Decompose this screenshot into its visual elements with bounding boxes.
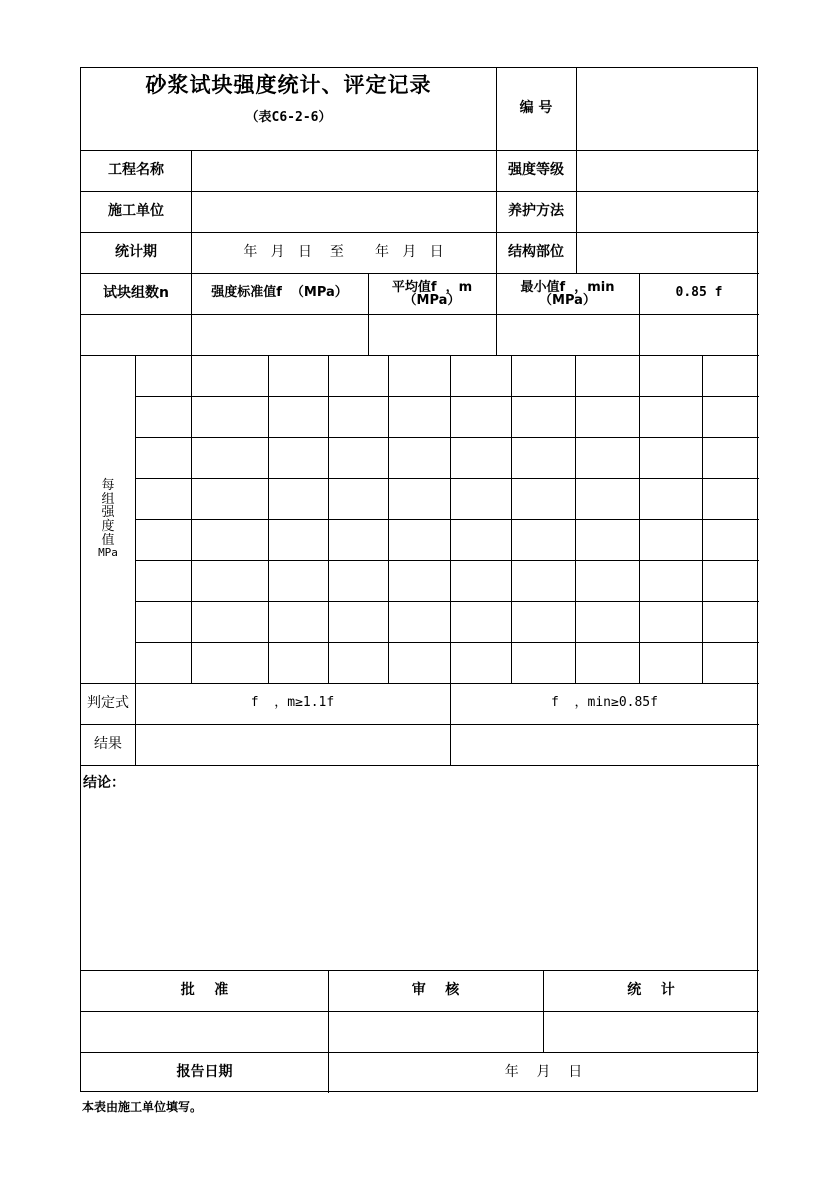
result-label: 结果	[94, 735, 122, 752]
review-signature-field[interactable]	[328, 1011, 543, 1052]
groups-label: 试块组数n	[103, 284, 169, 301]
avg-value-label	[368, 273, 496, 314]
record-form	[80, 67, 758, 1092]
report-date-label: 报告日期	[176, 1063, 233, 1080]
judgement-label: 判定式	[87, 694, 129, 711]
std-value-label: 强度标准值f （MPa）	[211, 285, 348, 301]
review-label: 审 核	[411, 981, 460, 998]
approve-label: 批 准	[180, 981, 229, 998]
std-value-field[interactable]	[191, 314, 368, 355]
statistics-signature-field[interactable]	[543, 1011, 759, 1052]
project-name-field[interactable]	[191, 150, 496, 191]
curing-method-label: 养护方法	[508, 202, 564, 219]
min-value-label	[496, 273, 639, 314]
formula-avg: f ，m≥1.1f	[250, 695, 335, 711]
group-strength-char: 组	[101, 491, 115, 507]
stat-period-label: 统计期	[115, 243, 157, 260]
structure-part-field[interactable]	[576, 232, 759, 273]
factor-value-field[interactable]	[639, 314, 759, 355]
min-value-label-line1: 最小值f ，min	[520, 279, 615, 295]
construction-unit-field[interactable]	[191, 191, 496, 232]
group-strength-label	[81, 355, 135, 683]
statistics-label: 统 计	[627, 981, 675, 998]
avg-value-field[interactable]	[368, 314, 496, 355]
structure-part-label: 结构部位	[508, 243, 564, 260]
avg-value-label-line2: （MPa）	[403, 292, 461, 308]
title-cell	[81, 68, 496, 150]
conclusion-label: 结论：	[83, 775, 125, 792]
groups-value-field[interactable]	[81, 314, 191, 355]
project-name-label: 工程名称	[108, 161, 164, 178]
group-strength-char: 强	[101, 505, 115, 521]
min-value-label-line2: （MPa）	[539, 292, 596, 308]
footnote: 本表由施工单位填写。	[82, 1100, 203, 1114]
stat-period-field[interactable]: 年 月 日 至 年 月 日	[243, 243, 444, 260]
form-title: 砂浆试块强度统计、评定记录	[145, 73, 432, 97]
number-field[interactable]	[576, 68, 759, 150]
result-min-field[interactable]	[450, 724, 759, 765]
strength-grade-field[interactable]	[576, 150, 759, 191]
result-avg-field[interactable]	[135, 724, 450, 765]
curing-method-field[interactable]	[576, 191, 759, 232]
factor-label: 0.85 f	[675, 285, 723, 301]
approve-signature-field[interactable]	[81, 1011, 328, 1052]
min-value-field[interactable]	[496, 314, 639, 355]
construction-unit-label: 施工单位	[108, 202, 164, 219]
table-code: （表C6-2-6）	[245, 110, 332, 126]
group-strength-char: 每	[101, 478, 115, 494]
strength-grade-label: 强度等级	[508, 161, 564, 178]
number-label: 编 号	[519, 100, 553, 117]
group-strength-unit: MPa	[98, 546, 118, 560]
conclusion-field[interactable]	[81, 765, 759, 970]
formula-min: f ，min≥0.85f	[551, 695, 658, 711]
group-strength-char: 值	[101, 532, 115, 548]
group-strength-char: 度	[101, 519, 115, 535]
avg-value-label-line1: 平均值f ，m	[391, 279, 473, 295]
report-date-field[interactable]: 年 月 日	[504, 1063, 583, 1080]
